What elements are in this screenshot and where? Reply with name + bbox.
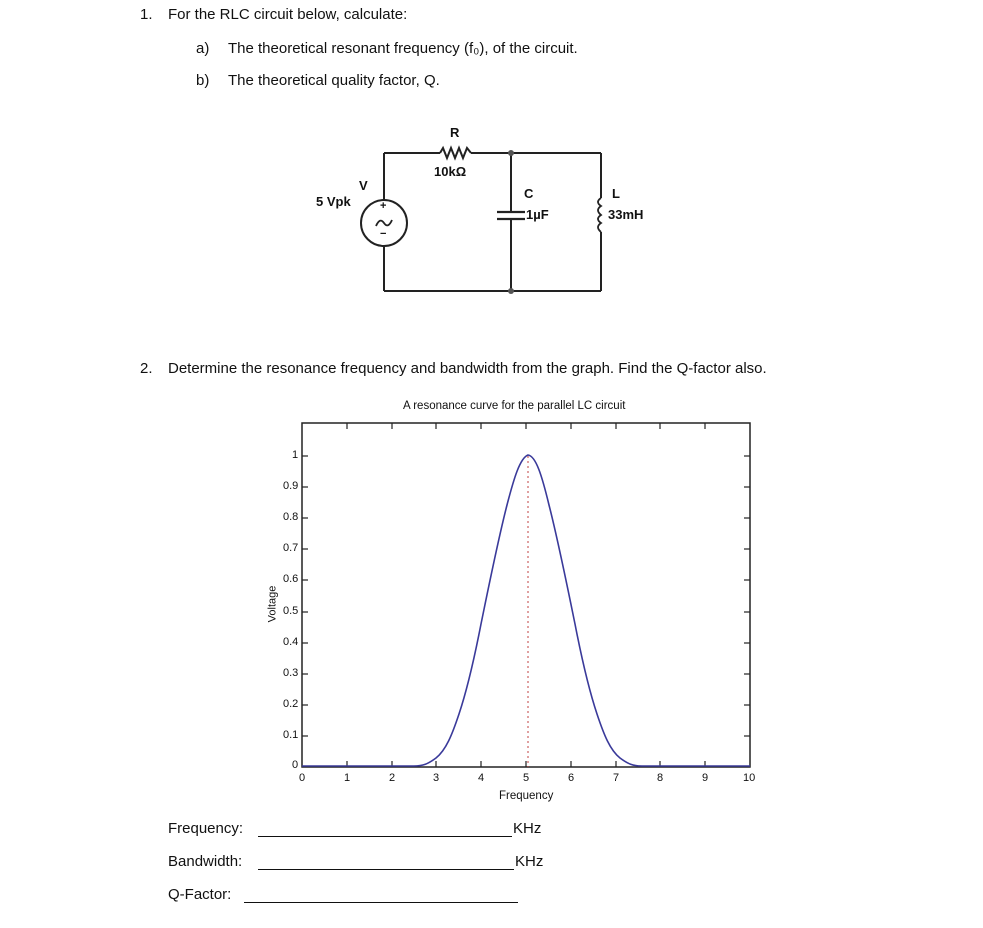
question-1a-label: a) (196, 40, 210, 57)
resistor-name: R (450, 125, 460, 140)
x-tick-label: 7 (613, 772, 620, 784)
bandwidth-answer-field[interactable] (258, 869, 514, 870)
x-tick-label: 2 (389, 772, 396, 784)
x-tick-label: 4 (478, 772, 485, 784)
x-tick-label: 9 (702, 772, 709, 784)
frequency-unit: KHz (513, 820, 542, 837)
bandwidth-label: Bandwidth: (168, 853, 243, 870)
x-axis-label: Frequency (499, 790, 554, 802)
question-2-text: Determine the resonance frequency and bandwidth from the graph. Find the Q-factor also. (168, 360, 767, 377)
y-tick-label: 0.9 (283, 480, 299, 492)
x-tick-label: 6 (568, 772, 575, 784)
capacitor-name: C (524, 186, 534, 201)
y-axis-label: Voltage (266, 585, 279, 623)
y-tick-label: 0.8 (283, 511, 299, 523)
question-1b-text: The theoretical quality factor, Q. (228, 72, 440, 89)
plus-sign: + (380, 200, 387, 212)
y-tick-label: 0.2 (283, 698, 299, 710)
frequency-answer-field[interactable] (258, 836, 512, 837)
chart-title: A resonance curve for the parallel LC circuit (403, 400, 626, 412)
question-2-number: 2. (140, 360, 153, 377)
x-tick-label: 3 (433, 772, 440, 784)
question-1-number: 1. (140, 6, 153, 23)
question-1a-text: The theoretical resonant frequency (f₀), of the circuit. (228, 40, 578, 57)
q-factor-answer-field[interactable] (244, 902, 518, 903)
y-tick-label: 0 (292, 759, 299, 771)
source-name: V (359, 178, 368, 193)
inductor-value: 33mH (608, 207, 644, 222)
resonance-curve (302, 455, 750, 766)
x-tick-label: 5 (523, 772, 530, 784)
bandwidth-unit: KHz (515, 853, 544, 870)
question-1b-label: b) (196, 72, 210, 89)
inductor-name: L (612, 186, 620, 201)
y-tick-label: 0.1 (283, 729, 299, 741)
y-tick-label: 1 (292, 449, 299, 461)
x-tick-label: 1 (344, 772, 351, 784)
frequency-label: Frequency: (168, 820, 244, 837)
q-factor-label: Q-Factor: (168, 886, 232, 903)
y-tick-label: 0.7 (283, 542, 299, 554)
capacitor-value: 1µF (526, 207, 549, 222)
minus-sign: − (380, 228, 387, 240)
y-tick-label: 0.5 (283, 605, 299, 617)
resistor-value: 10kΩ (434, 164, 467, 179)
question-1-text: For the RLC circuit below, calculate: (168, 6, 408, 23)
y-tick-label: 0.6 (283, 573, 299, 585)
y-tick-label: 0.3 (283, 667, 299, 679)
source-value: 5 Vpk (316, 194, 351, 209)
y-tick-label: 0.4 (283, 636, 299, 648)
x-tick-label: 0 (299, 772, 306, 784)
x-tick-label: 10 (743, 772, 756, 784)
x-tick-label: 8 (657, 772, 664, 784)
